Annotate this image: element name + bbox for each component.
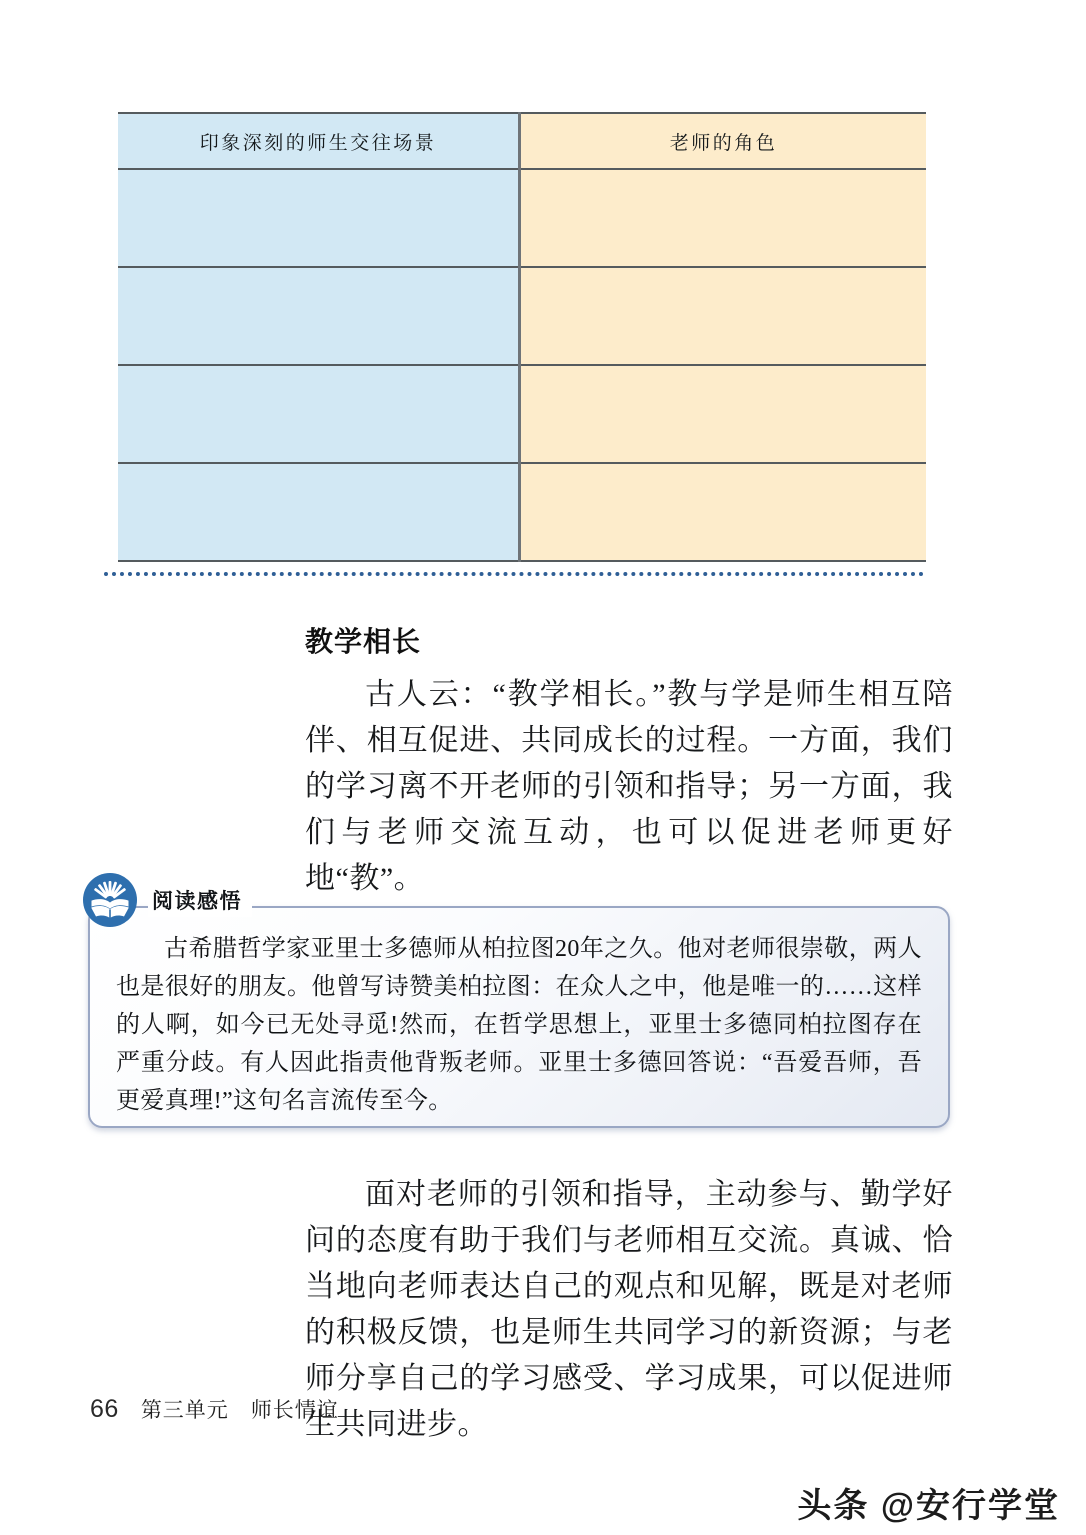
page-number: 66: [90, 1395, 119, 1423]
table-header-label-role: 老师的角色: [669, 132, 778, 154]
teacher-student-interaction-table: [118, 112, 926, 562]
table-row: [118, 463, 926, 561]
reading-reflection-badge-label: 阅读感悟: [148, 883, 252, 917]
table-cell-scene[interactable]: [118, 267, 520, 365]
table-cell-role[interactable]: [520, 365, 927, 463]
table-cell-scene[interactable]: [118, 463, 520, 561]
body-paragraph-1: 古人云：“教学相长。”教与学是师生相互陪伴、相互促进、共同成长的过程。一方面，我们的学习离不开老师的引领和指导；另一方面，我们与老师交流互动，也可以促进老师更好地“教”。: [305, 678, 953, 895]
footer-section-title: 师长情谊: [250, 1399, 339, 1422]
source-watermark: 头条 @安行学堂: [797, 1487, 1060, 1525]
footer-unit-label: 第三单元: [140, 1399, 229, 1422]
open-book-sunburst-icon: [82, 872, 138, 928]
body-paragraph-2: 面对老师的引领和指导，主动参与、勤学好问的态度有助于我们与老师相互交流。真诚、恰当地向老师表达自己的观点和见解，既是对老师的积极反馈，也是师生共同学习的新资源；与老师分享自己的学习感受、学习成果，可以促进师生共同进步。: [305, 1178, 953, 1441]
section-dotted-divider: [104, 572, 924, 576]
page-footer: [90, 1394, 339, 1424]
reading-reflection-box: [88, 906, 950, 1128]
table-cell-scene[interactable]: [118, 169, 520, 267]
section-heading: 教学相长: [305, 626, 422, 657]
table-header-cell-role: [520, 113, 927, 169]
reading-reflection-text: 古希腊哲学家亚里士多德师从柏拉图20年之久。他对老师很崇敬，两人也是很好的朋友。他曾写诗赞美柏拉图：在众人之中，他是唯一的……这样的人啊，如今已无处寻觅!然而，在哲学思想上，亚里士多德同柏拉图存在严重分歧。有人因此指责他背叛老师。亚里士多德回答说：“吾爱吾师，吾更爱真理!”这句名言流传至今。: [116, 936, 922, 1114]
table-cell-role[interactable]: [520, 267, 927, 365]
table-header-label-scene: 印象深刻的师生交往场景: [199, 132, 437, 154]
table-header-cell-scene: [118, 113, 520, 169]
table-cell-scene[interactable]: [118, 365, 520, 463]
table-row: [118, 365, 926, 463]
table-row: [118, 267, 926, 365]
table-row: [118, 169, 926, 267]
table-cell-role[interactable]: [520, 169, 927, 267]
table-header-row: [118, 113, 926, 169]
reading-reflection-badge: [82, 872, 252, 928]
table-cell-role[interactable]: [520, 463, 927, 561]
